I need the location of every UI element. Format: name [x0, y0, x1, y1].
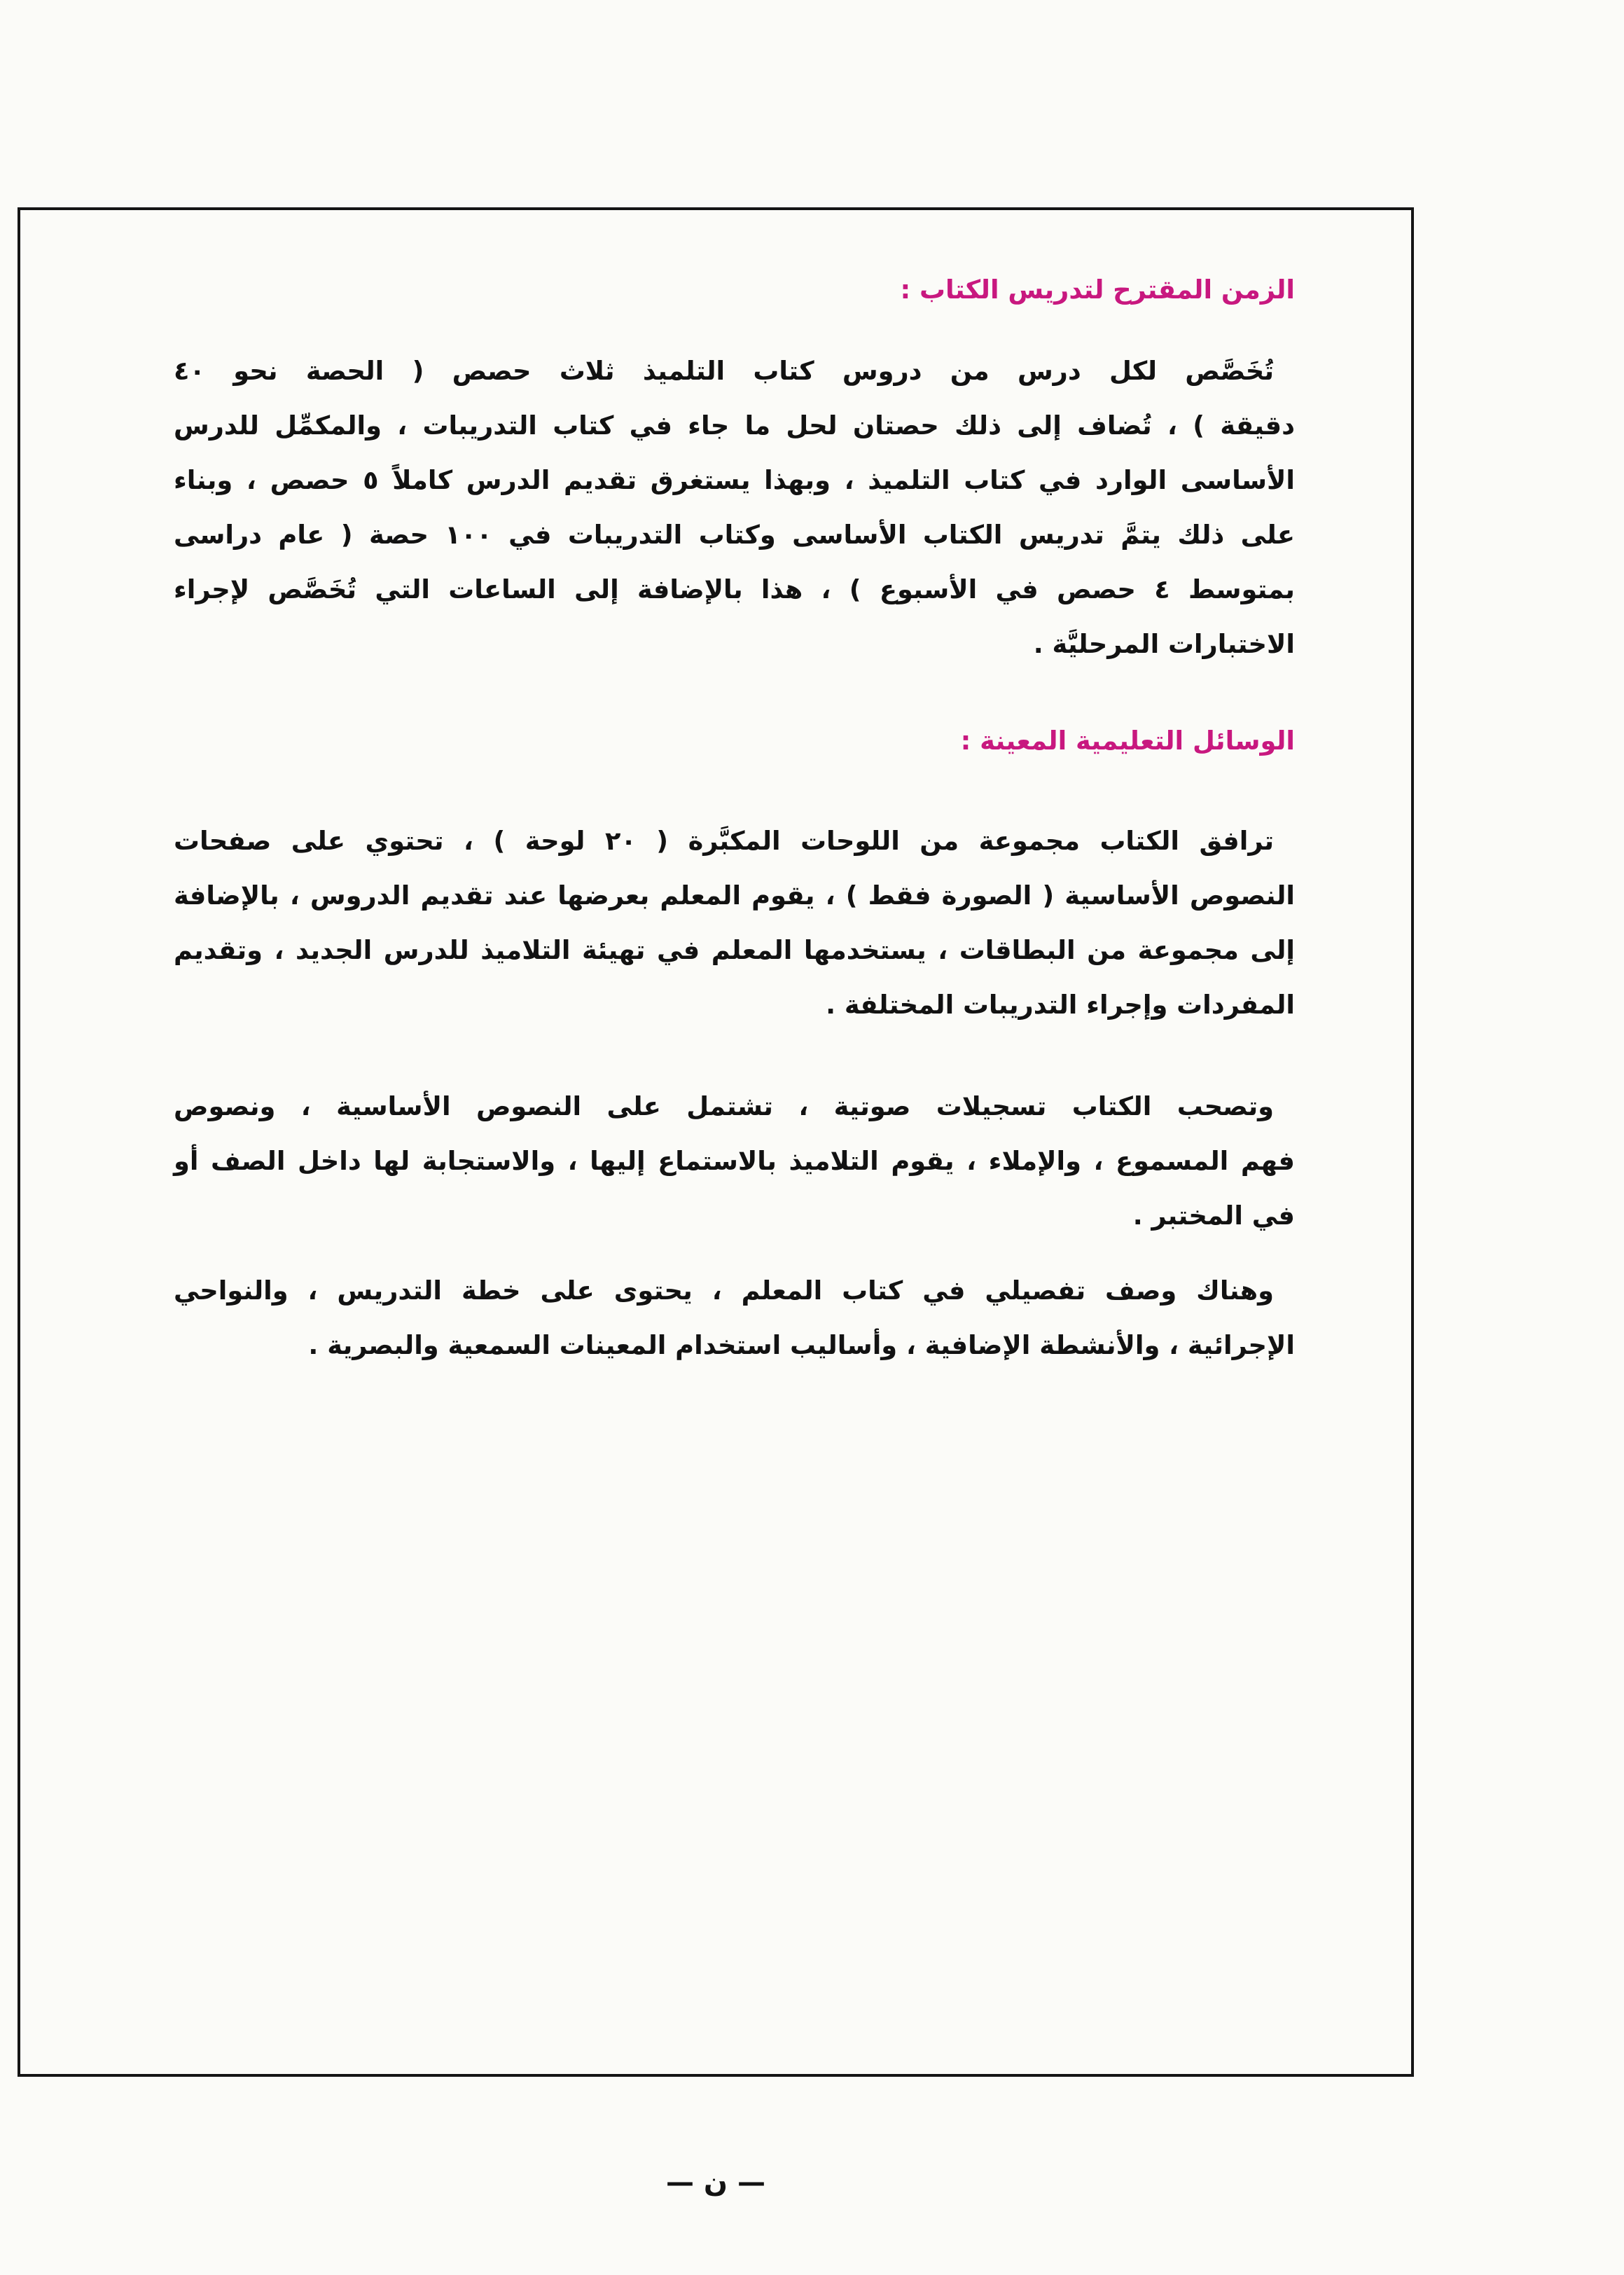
text-line: تُخَصَّص لكل درس من دروس كتاب التلميذ ثلاث حصص ( الحصة نحو ٤٠ [174, 356, 1274, 386]
text-line: المفردات وإجراء التدريبات المختلفة . [826, 990, 1295, 1020]
text-line: وتصحب الكتاب تسجيلات صوتية ، تشتمل على النصوص الأساسية ، ونصوص [174, 1091, 1274, 1121]
text-line: دقيقة ) ، تُضاف إلى ذلك حصتان لحل ما جاء في كتاب التدريبات ، والمكمِّل للدرس [174, 410, 1295, 441]
text-line: على ذلك يتمَّ تدريس الكتاب الأساسى وكتاب التدريبات في ١٠٠ حصة ( عام دراسى [174, 520, 1295, 550]
text-line: الأساسى الوارد في كتاب التلميذ ، وبهذا يستغرق تقديم الدرس كاملاً ٥ حصص ، وبناء [174, 465, 1296, 495]
text-line: فهم المسموع ، والإملاء ، يقوم التلاميذ بالاستماع إليها ، والاستجابة لها داخل الصف أو [174, 1146, 1295, 1176]
text-line: الإجرائية ، والأنشطة الإضافية ، وأساليب استخدام المعينات السمعية والبصرية . [308, 1330, 1295, 1360]
paragraph-audio-recordings [174, 1079, 1295, 1243]
text-line: النصوص الأساسية ( الصورة فقط ) ، يقوم المعلم بعرضها عند تقديم الدروس ، بالإضافة [174, 880, 1295, 911]
section-heading-suggested-time: الزمن المقترح لتدريس الكتاب : [900, 275, 1295, 305]
text-line: ترافق الكتاب مجموعة من اللوحات المكبَّرة ( ٢٠ لوحة ) ، تحتوي على صفحات [174, 826, 1275, 856]
text-line: بمتوسط ٤ حصص في الأسبوع ) ، هذا بالإضافة إلى الساعات التي تُخَصَّص لإجراء [174, 574, 1295, 604]
text-line: وهناك وصف تفصيلي في كتاب المعلم ، يحتوى على خطة التدريس ، والنواحي [174, 1275, 1274, 1306]
paragraph-teacher-book [174, 1264, 1295, 1373]
text-line: الاختبارات المرحليَّة . [1033, 629, 1295, 659]
paragraph-wall-charts [174, 814, 1295, 1032]
paragraph-suggested-time [174, 344, 1295, 672]
section-heading-teaching-aids: الوسائل التعليمية المعينة : [960, 726, 1295, 756]
text-line: في المختبر . [1132, 1201, 1295, 1231]
page-number: — ن — [666, 2166, 765, 2199]
text-line: إلى مجموعة من البطاقات ، يستخدمها المعلم في تهيئة التلاميذ للدرس الجديد ، وتقديم [174, 935, 1295, 965]
